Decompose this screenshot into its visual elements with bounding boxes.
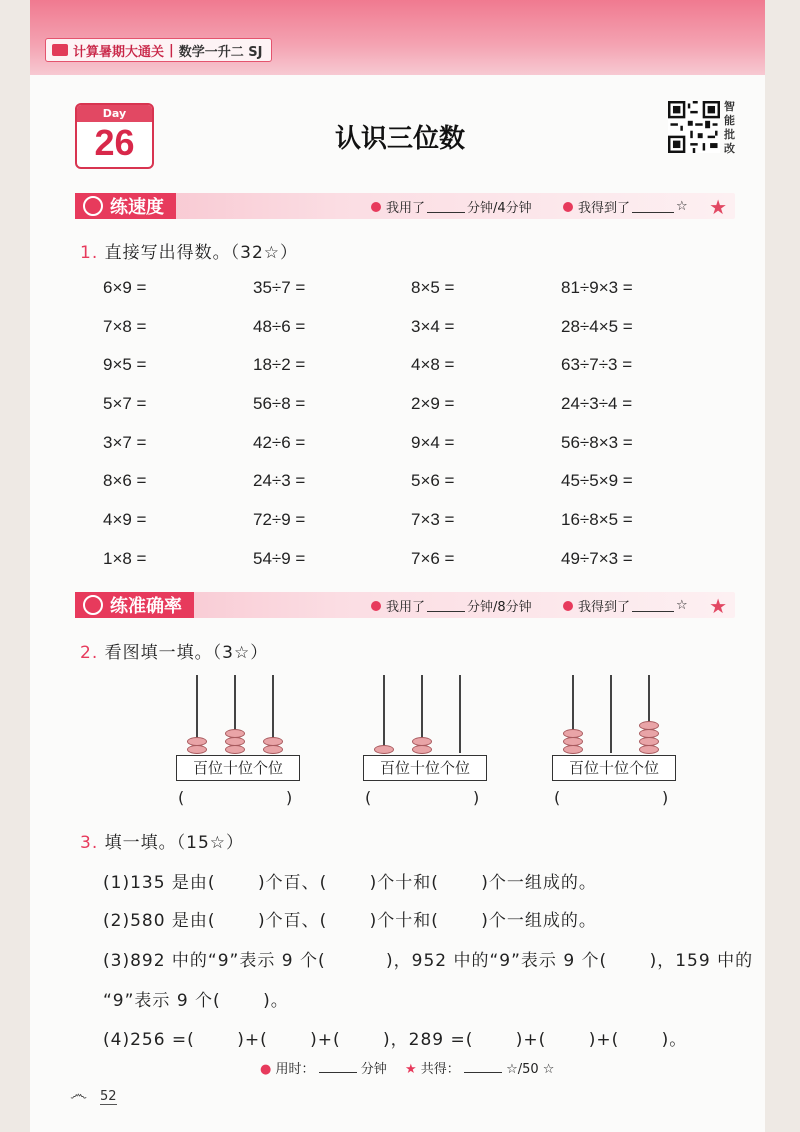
arith-item[interactable]: 7×3 = [411, 510, 455, 530]
section-title: 练准确率 [110, 596, 182, 617]
answer-paren-close[interactable]: ) [473, 788, 480, 807]
arith-item[interactable]: 28÷4×5 = [561, 316, 633, 336]
score-blank[interactable] [632, 200, 674, 213]
section-tag-speed [75, 193, 176, 219]
arith-item[interactable]: 3×4 = [411, 316, 455, 336]
abacus-rod-hundreds [383, 675, 385, 753]
section-bar-speed [75, 193, 735, 219]
abacus-bead [639, 737, 659, 746]
qr-label: 智能批改 [724, 100, 735, 155]
arith-item[interactable]: 16÷8×5 = [561, 510, 633, 530]
abacus-bead [639, 729, 659, 738]
stopwatch-icon [83, 196, 103, 216]
arith-item[interactable]: 18÷2 = [253, 355, 306, 375]
abacus-bead [263, 737, 283, 746]
abacus-bead [225, 737, 245, 746]
arith-item[interactable]: 3×7 = [103, 432, 147, 452]
score-status: 我得到了 ☆ [563, 197, 688, 216]
arith-item[interactable]: 2×9 = [411, 394, 455, 414]
series-tag: 计算暑期大通关 | 数学一升二 SJ [45, 38, 272, 62]
arith-item[interactable]: 24÷3 = [253, 471, 306, 491]
arith-item[interactable]: 7×8 = [103, 316, 147, 336]
question-1-title: 1. 直接写出得数。（32☆） [80, 243, 299, 263]
target-icon [83, 595, 103, 615]
time-used-status: 我用了 分钟/4分钟 [371, 197, 532, 216]
fill-line-2[interactable]: (2)580 是由( )个百、( )个十和( )个一组成的。 [103, 911, 597, 931]
arith-item[interactable]: 56÷8 = [253, 394, 306, 414]
abacus-rod-ones [459, 675, 461, 753]
abacus-bead [412, 745, 432, 754]
section-title: 练速度 [110, 197, 164, 218]
place-value-labels: 百位十位个位 [176, 755, 300, 781]
score-status: 我得到了 ☆ [563, 596, 688, 615]
section-bar-accuracy [75, 592, 735, 618]
abacus-bead [563, 745, 583, 754]
abacus-bead [225, 745, 245, 754]
time-used-status: 我用了 分钟/8分钟 [371, 596, 532, 615]
answer-paren-open[interactable]: ( [554, 788, 561, 807]
arith-item[interactable]: 56÷8×3 = [561, 432, 633, 452]
arith-item[interactable]: 7×6 = [411, 548, 455, 568]
abacus-bead [412, 737, 432, 746]
arithmetic-grid [103, 278, 703, 588]
day-label: Day [77, 105, 152, 122]
abacus [176, 675, 306, 815]
score-blank[interactable] [632, 599, 674, 612]
abacus [363, 675, 493, 815]
answer-paren-open[interactable]: ( [365, 788, 372, 807]
check-icon [563, 202, 573, 212]
arith-item[interactable]: 48÷6 = [253, 316, 306, 336]
qr-code-icon[interactable] [668, 101, 720, 153]
abacus-bead [563, 729, 583, 738]
footer-time: ● 用时： 分钟 [260, 1062, 387, 1077]
star-icon: ★ [405, 1062, 417, 1077]
fill-line-4[interactable]: (4)256 =( )+( )+( )，289 =( )+( )+( )。 [103, 1030, 688, 1050]
arith-item[interactable]: 5×6 = [411, 471, 455, 491]
arith-item[interactable]: 63÷7÷3 = [561, 355, 633, 375]
arith-item[interactable]: 24÷3÷4 = [561, 394, 633, 414]
page-number: 52 [100, 1089, 117, 1104]
abacus-bead [639, 745, 659, 754]
time-blank[interactable] [427, 599, 465, 612]
abacus-bead [263, 745, 283, 754]
arith-item[interactable]: 1×8 = [103, 548, 147, 568]
clock-icon [371, 202, 381, 212]
time-blank[interactable] [427, 200, 465, 213]
arith-item[interactable]: 5×7 = [103, 394, 147, 414]
arith-item[interactable]: 6×9 = [103, 278, 147, 297]
arith-item[interactable]: 35÷7 = [253, 278, 306, 297]
abacus [552, 675, 682, 815]
star-decoration-icon: ★ [709, 594, 727, 618]
arith-item[interactable]: 45÷5×9 = [561, 471, 633, 491]
abacus-bead [639, 721, 659, 730]
arith-item[interactable]: 72÷9 = [253, 510, 306, 530]
abacus-rod-tens [610, 675, 612, 753]
fill-line-1[interactable]: (1)135 是由( )个百、( )个十和( )个一组成的。 [103, 873, 597, 893]
question-3-title: 3. 填一填。（15☆） [80, 833, 245, 853]
arith-item[interactable]: 9×5 = [103, 355, 147, 375]
fill-line-3[interactable]: (3)892 中的“9”表示 9 个( )，952 中的“9”表示 9 个( )，159 中的 [103, 951, 754, 971]
arith-item[interactable]: 9×4 = [411, 432, 455, 452]
arith-item[interactable]: 4×8 = [411, 355, 455, 375]
abacus-bead [563, 737, 583, 746]
answer-paren-close[interactable]: ) [662, 788, 669, 807]
page-title: 认识三位数 [334, 124, 465, 154]
place-value-labels: 百位十位个位 [363, 755, 487, 781]
abacus-bead [187, 737, 207, 746]
arith-item[interactable]: 42÷6 = [253, 432, 306, 452]
footer-time-blank[interactable] [319, 1060, 357, 1073]
check-icon [563, 601, 573, 611]
abacus-bead [374, 745, 394, 754]
clock-icon [371, 601, 381, 611]
question-2-title: 2. 看图填一填。（3☆） [80, 643, 269, 663]
arith-item[interactable]: 49÷7×3 = [561, 548, 633, 568]
arith-item[interactable]: 8×5 = [411, 278, 455, 297]
star-decoration-icon: ★ [709, 195, 727, 219]
day-number: 26 [94, 122, 135, 163]
arith-item[interactable]: 54÷9 = [253, 548, 306, 568]
arith-item[interactable]: 8×6 = [103, 471, 147, 491]
abacus-bead [187, 745, 207, 754]
place-value-labels: 百位十位个位 [552, 755, 676, 781]
answer-paren-close[interactable]: ) [286, 788, 293, 807]
section-tag-accuracy [75, 592, 194, 618]
answer-paren-open[interactable]: ( [178, 788, 185, 807]
swirl-icon: ෴ [70, 1084, 88, 1105]
series-name: 计算暑期大通关 [73, 44, 165, 60]
abacus-bead [225, 729, 245, 738]
fill-line-3-cont[interactable]: “9”表示 9 个( )。 [103, 991, 289, 1011]
footer-total-blank[interactable] [464, 1060, 502, 1073]
book-icon [52, 44, 68, 56]
subject-name: 数学一升二 SJ [178, 44, 263, 60]
clock-icon: ● [260, 1062, 272, 1077]
arith-item[interactable]: 4×9 = [103, 510, 147, 530]
arith-item[interactable]: 81÷9×3 = [561, 278, 633, 297]
footer-total: ★ 共得： ☆/50 ☆ [405, 1062, 555, 1077]
